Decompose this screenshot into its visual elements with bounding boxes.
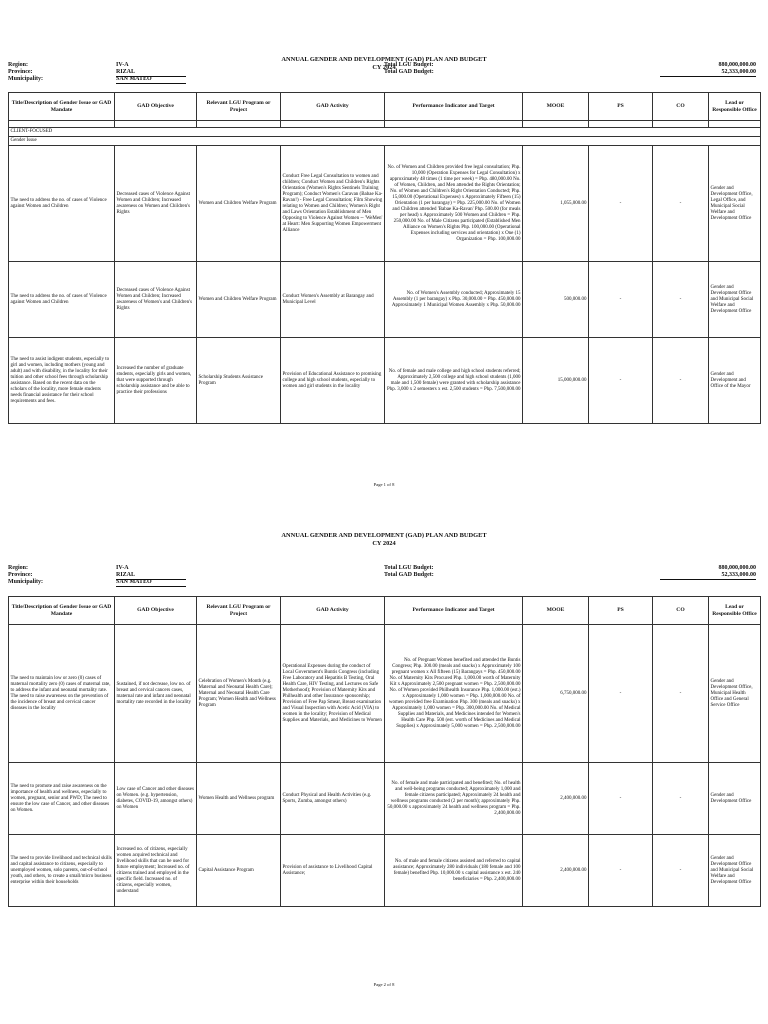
cell-activity: Conduct Free Legal Consultation to women and children; Conduct Women and Children's Rights Orientation (Women's Rights Sentinels Training Program); Conduct Women's Caravan (Babae Ka-Ravan!) - Free Legal Consultation; Film Showing relating to Women and Children; Women's Right and Laws Orientation Establishment of Men Opposing to Violence Against Women -- 'WeMen' at Heart: Men Supporting Women Empowerment Alliance [281,146,385,262]
table-row [9,763,761,835]
cell-issue: The need to address the no. of cases of Violence against Women and Children [9,146,115,262]
cell-activity: Conduct Women's Assembly at Barangay and Municipal Level [281,262,385,338]
province-value: RIZAL [116,69,186,77]
page-subtitle: CY 2024 [372,540,396,547]
col-header: PS [589,597,653,625]
region-label: Region: [8,62,28,68]
cell-indicator: No. of Pregnant Women benefited and attended the Buntis Congress; Php. 300.00 (meals and snacks) x Approximately 100 pregnant women x All fifteen (15) Barangays = Php. 450,000.00 No. of Maternity Kits Procured Php. 1,000.00 worth of Maternity Kit x Approximately 2,500 pregnant women = Php. 2,500,000.00 No. of Women provided Philhealth Insurance Php. 1,000.00 (est.) x Approximately 1,000 women = Php. 1,000,000.00 No. of women provided free Examination Php. 300 (meals and snacks) x Approximately 1,000 women = Php. 300,000.00 No. of Medical Supplies and Materials, and Medicines intended for Women's Health Care Php. 500 (est. worth of Medicines and Medical Supplies) x Approximately 5,000 women = Php. 2,500,000.00 [385,625,523,763]
cell-ps: - [589,835,653,907]
col-header: CO [653,597,709,625]
cell-office: Gender and Development Office, Legal Office, and Municipal Social Welfare and Development Office [709,146,761,262]
cell-issue: The need to address the no. of cases of Violence against Women and Children [9,262,115,338]
col-header: Title/Description of Gender Issue or GAD Mandate [9,93,115,121]
cell-office: Gender and Development Office [709,763,761,835]
cell-indicator: No. of female and male participated and benefited; No. of health and well-being programs conducted; Approximately 1,000 and female citizens participated; Approximately 24 health and wellness programs conducted (2 per month); approximately Php. 50,000.00 x approximately 24 health and wellness program = Php. 2,400,000.00 [385,763,523,835]
table-header-row [9,93,761,121]
province-value: RIZAL [116,572,186,580]
col-header: GAD Activity [281,93,385,121]
cell-mooe: 6,750,000.00 [523,625,589,763]
col-header: PS [589,93,653,121]
col-header: GAD Objective [115,93,197,121]
cell-program: Capital Assistance Program [197,835,281,907]
cell-co: - [653,763,709,835]
cell-mooe: 2,400,000.00 [523,835,589,907]
cell-mooe: 1,055,000.00 [523,146,589,262]
page-subtitle: CY 2024 [372,64,396,71]
municipality-value: SAN MATEO [116,579,186,587]
col-header: Lead or Responsible Office [709,597,761,625]
table-row [9,262,761,338]
cell-program: Celebration of Women's Month (e.g. Maternal and Neonatal Health Care); Maternal and Neonatal Health Care Program; Women Health and Wellness Program [197,625,281,763]
cell-mooe: 15,000,000.00 [523,338,589,424]
cell-objective: Decreased cases of Violence Against Women and Children; Increased awareness of Women's and Children's Rights [115,262,197,338]
section-row [9,128,761,137]
region-value: IV-A [116,565,129,571]
cell-program: Women and Children Welfare Program [197,262,281,338]
cell-mooe: 2,400,000.00 [523,763,589,835]
region-value: IV-A [116,62,129,68]
cell-indicator: No. of male and female citizens assisted and referred to capital assistance; Approximately 280 individuals (180 female and 100 female) benefited Php. 10,000.00 x capital assistance x est. 240 beneficiaries = Php. 2,400,000.00 [385,835,523,907]
province-label: Province: [8,572,33,578]
cell-objective: Increased the number of graduate students, especially girls and women, that were supported through scholarship assistance and be able to practice their professions [115,338,197,424]
table-row [9,338,761,424]
col-header: GAD Activity [281,597,385,625]
col-header: Performance Indicator and Target [385,93,523,121]
cell-activity: Operational Expenses during the conduct of Local Government's Buntis Congress (including Free Laboratory and Hepatitis B Testing, Oral Health Care, HIV Testing, and Lectures on Safe Motherhood); Provision of Maternity Kits and Philhealth and other Insurance sponsorship; Provision of Free Pap Smear, Breast examination and Visual Inspection with Acetic Acid (VIA) to women in the locality; Provision of Medical Supplies and Materials, and Medicines to Women [281,625,385,763]
lgu-budget-value: 880,000,000.00 [718,62,756,68]
cell-activity: Provision of assistance to Livelihood Capital Assistance; [281,835,385,907]
section-label: Gender Issue [9,137,761,146]
cell-co: - [653,835,709,907]
page-title: ANNUAL GENDER AND DEVELOPMENT (GAD) PLAN AND BUDGET [281,56,487,63]
gad-budget-value: 52,333,000.00 [660,69,756,77]
cell-ps: - [589,763,653,835]
gad-budget-label: Total GAD Budget: [384,572,434,578]
lgu-budget-label: Total LGU Budget: [384,62,434,68]
lgu-budget-value: 880,000,000.00 [718,565,756,571]
cell-issue: The need to assist indigent students, especially to girl and women, including mothers (young and adult) and with disability, in the locality for their tuition and other school fees through scholarship assistance. Based on the recent data on the scholars of the locality, more female students needs financial assistance for their school requirements and fees. [9,338,115,424]
section-row [9,137,761,146]
region-label: Region: [8,565,28,571]
cell-co: - [653,262,709,338]
col-header: Performance Indicator and Target [385,597,523,625]
page-title: ANNUAL GENDER AND DEVELOPMENT (GAD) PLAN AND BUDGET [281,532,487,539]
cell-co: - [653,338,709,424]
cell-program: Women Health and Wellness program [197,763,281,835]
page-footer: Page 1 of 8 [373,482,395,487]
col-header: GAD Objective [115,597,197,625]
col-header: CO [653,93,709,121]
cell-ps: - [589,338,653,424]
table-row [9,625,761,763]
section-label: CLIENT-FOCUSED [9,128,761,137]
table-row [9,146,761,262]
page-footer: Page 2 of 8 [373,982,395,987]
col-header: Lead or Responsible Office [709,93,761,121]
page-2 [0,512,768,1024]
col-header: Relevant LGU Program or Project [197,597,281,625]
cell-issue: The need to promote and raise awareness on the importance of health and wellness, especially to women, pregnant, senior and PWD; The need to ensure the low case of Cancer, and other diseases on Women. [9,763,115,835]
province-label: Province: [8,69,33,75]
cell-activity: Conduct Physical and Health Activities (e.g. Sports, Zumba, amongst others) [281,763,385,835]
col-header: Title/Description of Gender Issue or GAD Mandate [9,597,115,625]
cell-indicator: No. of female and male college and high school students referred; Approximately 2,500 college and high school students (1,000 male and 1,500 female) were granted with scholarship assistance Php. 3,000 x 2 semesters x est. 2,500 students = Php. 7,500,000.00 [385,338,523,424]
gad-plan-table [8,92,761,424]
cell-indicator: No. of Women's Assembly conducted; Approximately 15 Assembly (1 per barangay) x Php. 30,000.00 = Php. 450,000.00 Approximately 1 Municipal Women Assembly x Php. 50,000.00 [385,262,523,338]
cell-office: Gender and Development and Office of the Mayor [709,338,761,424]
municipality-label: Municipality: [8,76,44,82]
municipality-value: SAN MATEO [116,76,186,84]
cell-mooe: 500,000.00 [523,262,589,338]
cell-activity: Provision of Educational Assistance to promising college and high school students, especially to women and girl students in the locality [281,338,385,424]
cell-objective: Increased no. of citizens, especially women acquired technical and livelihood skills that can be used for future employment; Increased no. of citizens trained and employed in the specific field. Increased no. of citizens, especially women, understand [115,835,197,907]
table-row [9,835,761,907]
cell-ps: - [589,625,653,763]
municipality-label: Municipality: [8,579,44,585]
spacer-row [9,121,761,128]
cell-objective: Decreased cases of Violence Against Women and Children; Increased awareness on Women and Children's Rights [115,146,197,262]
col-header: Relevant LGU Program or Project [197,93,281,121]
cell-ps: - [589,262,653,338]
cell-program: Scholarship Students Assistance Program [197,338,281,424]
gad-plan-table [8,596,761,907]
cell-office: Gender and Development Office and Municipal Social Welfare and Development Office [709,835,761,907]
cell-ps: - [589,146,653,262]
cell-co: - [653,625,709,763]
col-header: MOOE [523,597,589,625]
gad-budget-label: Total GAD Budget: [384,69,434,75]
table-header-row [9,597,761,625]
col-header: MOOE [523,93,589,121]
cell-office: Gender and Development Office and Municipal Social Welfare and Development Office [709,262,761,338]
cell-objective: Low case of Cancer and other diseases on Women. (e.g. hypertension, diabetes, COVID-19, amongst others) on Women [115,763,197,835]
cell-issue: The need to provide livelihood and technical skills and capital assistance to citizens, especially to unemployed women, solo parents, out-of-school youth, and others, to create a small/micro business enterprise within their households [9,835,115,907]
cell-indicator: No. of Women and Children provided free legal consultation; Php. 10,000 (Operation Expenses for Legal Consultation) x approximately 48 times (1 time per week) = Php. 480,000.00 No. of Women, Children, and Men attended the Rights Orientation; No. of Women and Children's Right Orientation Conducted; Php. 15,000.00 (Operational Expenses) x Approximately Fifteen (15) Orientation (1 per barangay) = Php. 225,000.00 No. of Women and Children attended 'Babae Ka-Ravan' Php. 500.00 (for meals per head) x Approximately 500 Women and Children = Php. 250,000.00 No. of Male Citizens participated (Established Men Alliance on Women's Rights Php. 100,000.00 (Operational Expenses including services and orientation) x One (1) Organization = Php. 100,000.00 [385,146,523,262]
lgu-budget-label: Total LGU Budget: [384,565,434,571]
cell-co: - [653,146,709,262]
cell-issue: The need to maintain low or zero (0) cases of maternal mortality zero (0) cases of maternal rate, to address the infant and neonatal mortality rate. The need to raise awareness on the prevention of the incidence of breast and cervical cancer diseases in the locality [9,625,115,763]
cell-program: Women and Children Welfare Program [197,146,281,262]
cell-office: Gender and Development Office, Municipal Health Office and General Service Office [709,625,761,763]
cell-objective: Sustained, if not decrease, low no. of breast and cervical cancers cases, maternal rate and infant and neonatal mortality rate recorded in the locality [115,625,197,763]
gad-budget-value: 52,333,000.00 [660,572,756,580]
